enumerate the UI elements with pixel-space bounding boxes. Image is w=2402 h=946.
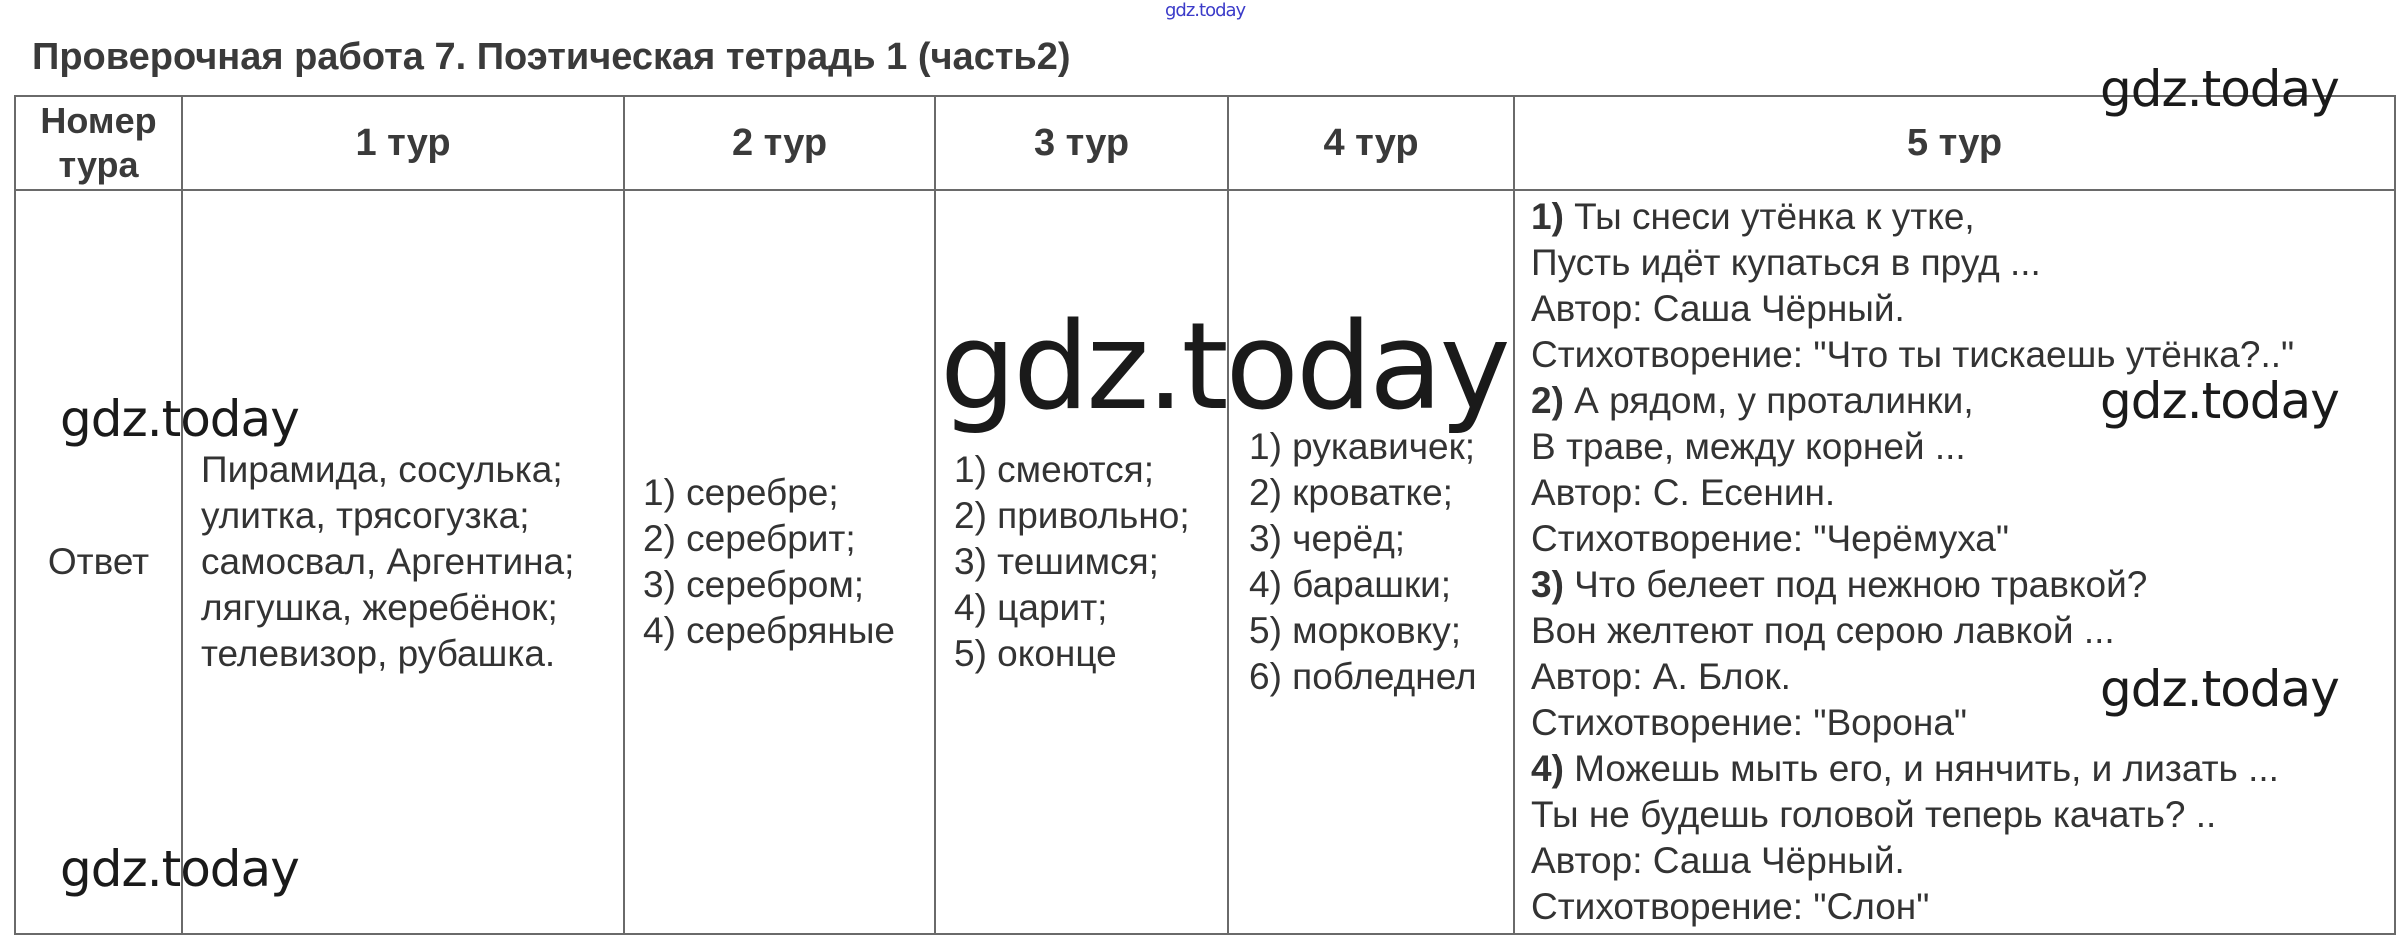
tour-5-line-text: Что белеет под нежною травкой? bbox=[1563, 564, 2148, 605]
header-tour-number-line-2: тура bbox=[58, 144, 139, 185]
tour-2-answer-line: 1) серебре; bbox=[643, 472, 839, 513]
header-tour-1: 1 тур bbox=[182, 96, 624, 190]
tour-5-answer-line bbox=[1531, 470, 2394, 516]
tour-5-line-text: Ты не будешь головой теперь качать? .. bbox=[1531, 794, 2217, 835]
site-mark-top: gdz.today bbox=[1165, 0, 1246, 21]
tour-5-line-text: Автор: Саша Чёрный. bbox=[1531, 840, 1905, 881]
tour-3-answer-line: 5) оконце bbox=[954, 633, 1117, 674]
tour-5-answer-line bbox=[1531, 240, 2394, 286]
tour-5-line-text: Стихотворение: "Черёмуха" bbox=[1531, 518, 2010, 559]
tour-1-answer-line: улитка, трясогузка; bbox=[201, 495, 530, 536]
tour-3-answer-line: 3) тешимся; bbox=[954, 541, 1159, 582]
tour-5-answer-line bbox=[1531, 516, 2394, 562]
tour-1-answers bbox=[183, 447, 623, 677]
page-title: Проверочная работа 7. Поэтическая тетрадь 1 (часть2) bbox=[32, 36, 1071, 78]
tour-5-line-text: Автор: С. Есенин. bbox=[1531, 472, 1836, 513]
tour-4-answers bbox=[1229, 424, 1513, 700]
header-tour-4: 4 тур bbox=[1228, 96, 1514, 190]
tour-5-line-text: Стихотворение: "Слон" bbox=[1531, 886, 1930, 927]
watermark: gdz.today bbox=[940, 298, 1508, 437]
tour-5-answer-line bbox=[1531, 608, 2394, 654]
cell-tour-1 bbox=[182, 190, 624, 934]
tour-3-answer-line: 1) смеются; bbox=[954, 449, 1154, 490]
header-tour-number bbox=[15, 96, 182, 190]
tour-5-line-text: Автор: А. Блок. bbox=[1531, 656, 1791, 697]
tour-1-answer-line: телевизор, рубашка. bbox=[201, 633, 556, 674]
tour-5-line-text: Вон желтеют под серою лавкой ... bbox=[1531, 610, 2115, 651]
tour-5-item-number: 2) bbox=[1531, 380, 1564, 421]
tour-2-answer-line: 2) серебрит; bbox=[643, 518, 856, 559]
tour-5-item-number: 1) bbox=[1531, 196, 1564, 237]
tour-5-item-number: 3) bbox=[1531, 564, 1564, 605]
tour-5-answers bbox=[1515, 194, 2394, 930]
tour-1-answer-line: Пирамида, сосулька; bbox=[201, 449, 563, 490]
tour-4-answer-line: 1) рукавичек; bbox=[1249, 426, 1476, 467]
tour-5-answer-line bbox=[1531, 286, 2394, 332]
tour-5-answer-line bbox=[1531, 194, 2394, 240]
tour-5-line-text: Пусть идёт купаться в пруд ... bbox=[1531, 242, 2041, 283]
tour-3-answer-line: 4) царит; bbox=[954, 587, 1108, 628]
tour-4-answer-line: 4) барашки; bbox=[1249, 564, 1452, 605]
tour-4-answer-line: 2) кроватке; bbox=[1249, 472, 1453, 513]
tour-5-line-text: Можешь мыть его, и нянчить, и лизать ... bbox=[1563, 748, 2279, 789]
tour-5-answer-line bbox=[1531, 746, 2394, 792]
header-row bbox=[15, 96, 2395, 190]
tour-5-answer-line bbox=[1531, 792, 2394, 838]
tour-5-line-text: Ты снеси утёнка к утке, bbox=[1563, 196, 1975, 237]
tour-5-answer-line bbox=[1531, 424, 2394, 470]
header-tour-5: 5 тур bbox=[1514, 96, 2395, 190]
tour-5-answer-line bbox=[1531, 884, 2394, 930]
tour-5-answer-line bbox=[1531, 562, 2394, 608]
tour-4-answer-line: 5) морковку; bbox=[1249, 610, 1461, 651]
watermark: gdz.today bbox=[2100, 372, 2339, 430]
tour-5-line-text: Стихотворение: "Что ты тискаешь утёнка?.." bbox=[1531, 334, 2295, 375]
tour-2-answer-line: 3) серебром; bbox=[643, 564, 865, 605]
tour-1-answer-line: самосвал, Аргентина; bbox=[201, 541, 575, 582]
header-tour-number-line-1: Номер bbox=[40, 100, 157, 141]
header-tour-3: 3 тур bbox=[935, 96, 1228, 190]
watermark: gdz.today bbox=[60, 840, 299, 898]
watermark: gdz.today bbox=[2100, 660, 2339, 718]
cell-tour-5 bbox=[1514, 190, 2395, 934]
tour-2-answers bbox=[625, 470, 934, 654]
tour-4-answer-line: 6) побледнел bbox=[1249, 656, 1477, 697]
tour-3-answers bbox=[936, 447, 1227, 677]
tour-3-answer-line: 2) привольно; bbox=[954, 495, 1190, 536]
row-label-answer: Ответ bbox=[15, 190, 182, 934]
answers-table bbox=[14, 95, 2396, 935]
tour-5-line-text: В траве, между корней ... bbox=[1531, 426, 1966, 467]
watermark: gdz.today bbox=[60, 390, 299, 448]
tour-5-item-number: 4) bbox=[1531, 748, 1564, 789]
watermark: gdz.today bbox=[2100, 60, 2339, 118]
tour-2-answer-line: 4) серебряные bbox=[643, 610, 895, 651]
tour-1-answer-line: лягушка, жеребёнок; bbox=[201, 587, 558, 628]
tour-5-line-text: Автор: Саша Чёрный. bbox=[1531, 288, 1905, 329]
header-tour-2: 2 тур bbox=[624, 96, 935, 190]
cell-tour-2 bbox=[624, 190, 935, 934]
tour-5-answer-line bbox=[1531, 838, 2394, 884]
tour-5-line-text: А рядом, у проталинки, bbox=[1563, 380, 1974, 421]
tour-4-answer-line: 3) черёд; bbox=[1249, 518, 1406, 559]
tour-5-line-text: Стихотворение: "Ворона" bbox=[1531, 702, 1968, 743]
